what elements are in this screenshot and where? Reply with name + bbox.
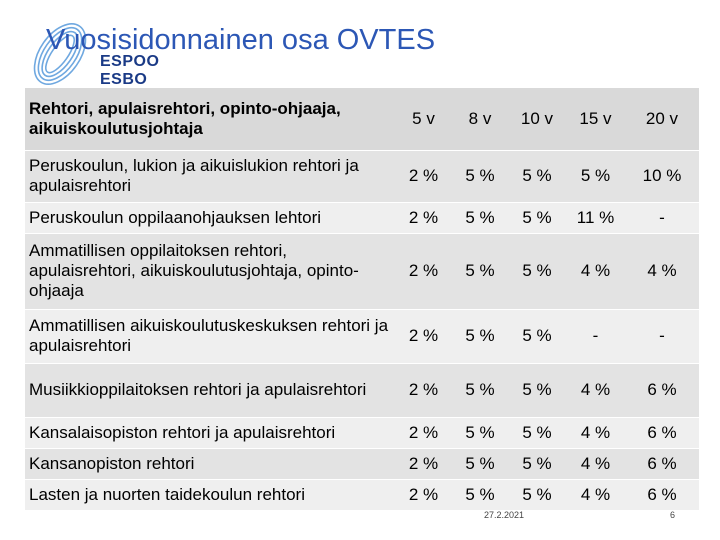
page-number: 6 xyxy=(670,510,676,520)
row-name: Peruskoulun oppilaanohjauksen lehtori xyxy=(25,202,395,233)
cell-value: 6 % xyxy=(625,448,699,479)
header-col-20v: 20 v xyxy=(625,88,699,150)
cell-value: 5 % xyxy=(508,448,566,479)
row-name: Ammatillisen oppilaitoksen rehtori, apulaisrehtori, aikuiskoulutusjohtaja, opinto-ohjaaja xyxy=(25,233,395,309)
cell-value: 2 % xyxy=(395,448,452,479)
cell-value: 2 % xyxy=(395,363,452,417)
cell-value: - xyxy=(566,309,625,363)
cell-value: 11 % xyxy=(566,202,625,233)
cell-value: 4 % xyxy=(566,417,625,448)
cell-value: 5 % xyxy=(452,448,508,479)
cell-value: 5 % xyxy=(508,417,566,448)
cell-value: 5 % xyxy=(566,150,625,202)
table-header-row xyxy=(25,88,699,150)
salary-table xyxy=(25,88,699,511)
cell-value: 5 % xyxy=(452,202,508,233)
cell-value: 4 % xyxy=(566,363,625,417)
cell-value: - xyxy=(625,309,699,363)
cell-value: 5 % xyxy=(452,233,508,309)
cell-value: 5 % xyxy=(508,202,566,233)
cell-value: 5 % xyxy=(508,233,566,309)
cell-value: 2 % xyxy=(395,309,452,363)
cell-value: 5 % xyxy=(452,417,508,448)
cell-value: 2 % xyxy=(395,202,452,233)
table-row xyxy=(25,309,699,363)
header-name-cell: Rehtori, apulaisrehtori, opinto-ohjaaja, aikuiskoulutusjohtaja xyxy=(25,88,395,150)
cell-value: 4 % xyxy=(566,479,625,510)
logo-text-espoo: ESPOO xyxy=(100,53,160,70)
cell-value: 6 % xyxy=(625,417,699,448)
cell-value: 4 % xyxy=(566,233,625,309)
row-name: Lasten ja nuorten taidekoulun rehtori xyxy=(25,479,395,510)
cell-value: 5 % xyxy=(452,479,508,510)
row-name: Kansanopiston rehtori xyxy=(25,448,395,479)
cell-value: 4 % xyxy=(625,233,699,309)
cell-value: 5 % xyxy=(508,479,566,510)
cell-value: 2 % xyxy=(395,233,452,309)
table-row xyxy=(25,479,699,510)
logo-text-esbo: ESBO xyxy=(100,71,148,88)
cell-value: 6 % xyxy=(625,479,699,510)
cell-value: 2 % xyxy=(395,479,452,510)
cell-value: 6 % xyxy=(625,363,699,417)
table-row xyxy=(25,150,699,202)
cell-value: 5 % xyxy=(452,363,508,417)
cell-value: 4 % xyxy=(566,448,625,479)
row-name: Kansalaisopiston rehtori ja apulaisrehtori xyxy=(25,417,395,448)
row-name: Musiikkioppilaitoksen rehtori ja apulaisrehtori xyxy=(25,363,395,417)
cell-value: 5 % xyxy=(508,150,566,202)
cell-value: 5 % xyxy=(452,150,508,202)
header-col-15v: 15 v xyxy=(566,88,625,150)
cell-value: 5 % xyxy=(508,363,566,417)
table-row xyxy=(25,448,699,479)
header-col-8v: 8 v xyxy=(452,88,508,150)
table-row xyxy=(25,202,699,233)
row-name: Ammatillisen aikuiskoulutuskeskuksen rehtori ja apulaisrehtori xyxy=(25,309,395,363)
cell-value: 2 % xyxy=(395,417,452,448)
header-col-5v: 5 v xyxy=(395,88,452,150)
table-row xyxy=(25,417,699,448)
table-row xyxy=(25,233,699,309)
cell-value: 5 % xyxy=(452,309,508,363)
cell-value: 5 % xyxy=(508,309,566,363)
header-col-10v: 10 v xyxy=(508,88,566,150)
row-name: Peruskoulun, lukion ja aikuislukion rehtori ja apulaisrehtori xyxy=(25,150,395,202)
cell-value: 2 % xyxy=(395,150,452,202)
footer-date: 27.2.2021 xyxy=(484,510,525,520)
cell-value: 10 % xyxy=(625,150,699,202)
cell-value: - xyxy=(625,202,699,233)
slide-title: Vuosisidonnainen osa OVTES xyxy=(46,24,436,56)
table-row xyxy=(25,363,699,417)
